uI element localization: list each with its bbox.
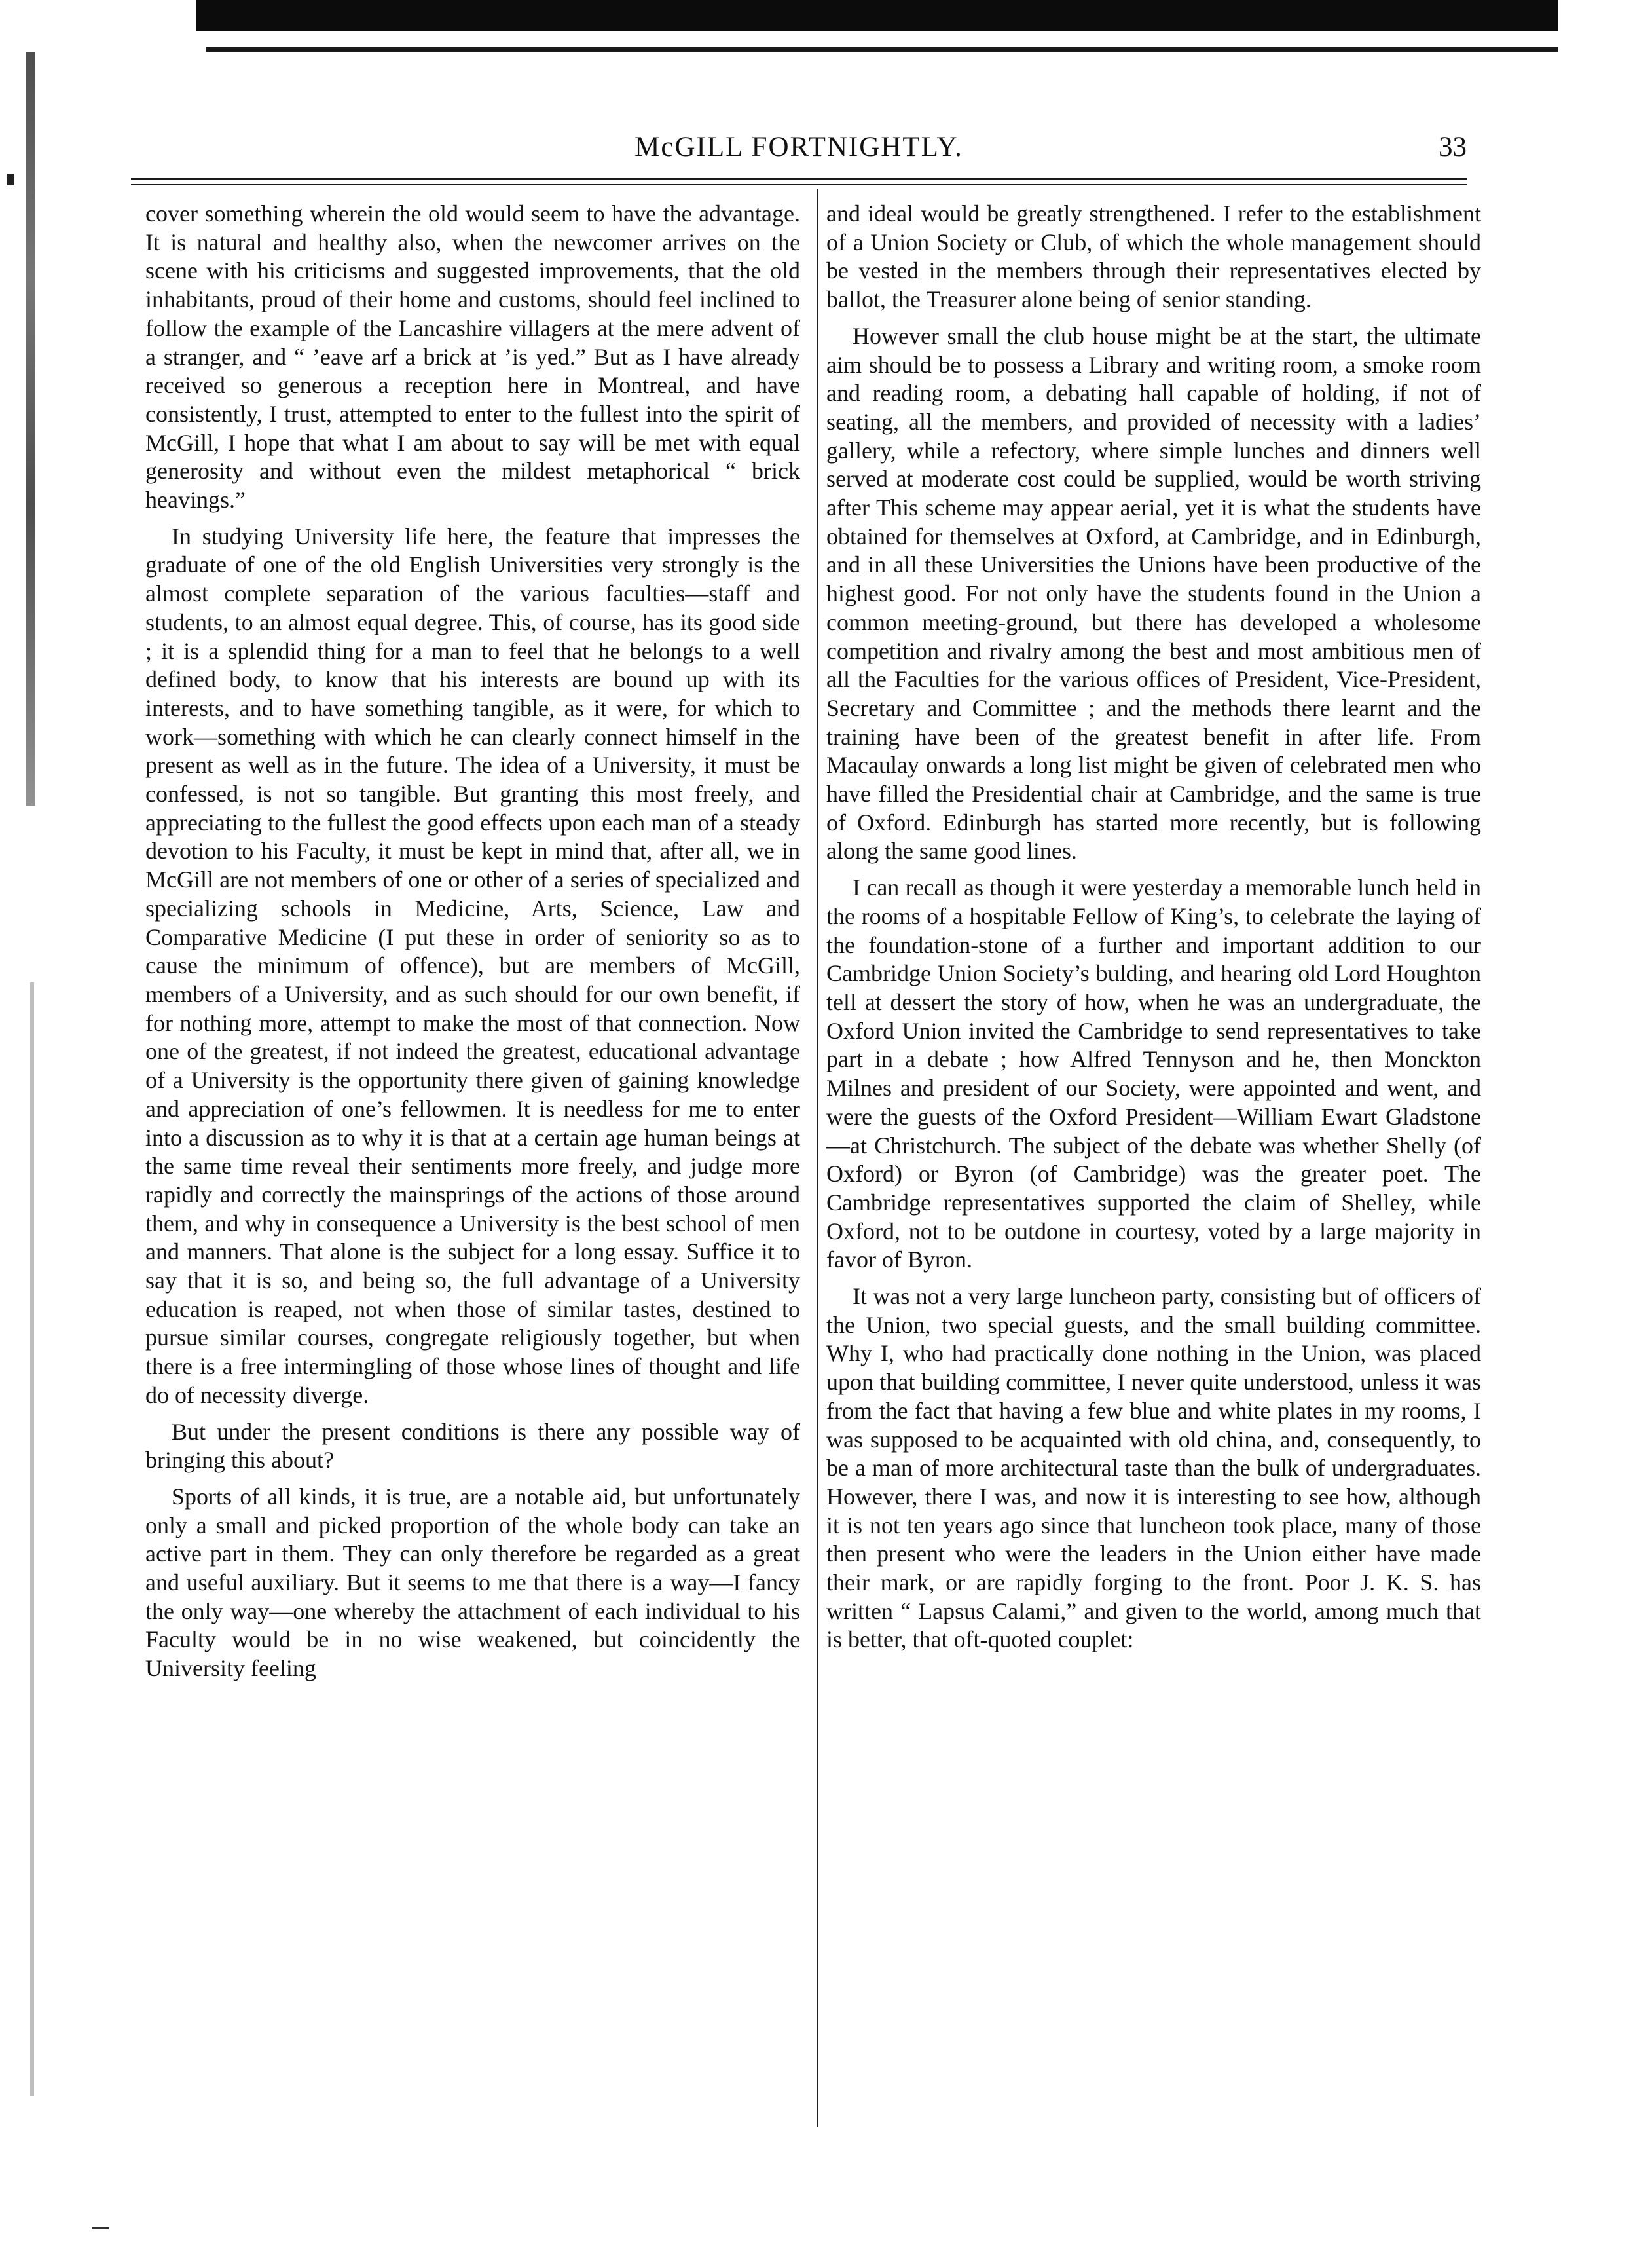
left-column xyxy=(145,200,800,1691)
paragraph: However small the club house might be at the start, the ultimate aim should be to possess a Library and writing room, a smoke room and reading room, a debating hall capable of holding, if not of seating, all the members, and provided of necessity with a ladies’ gallery, while a refectory, where simple lunches and dinners well served at moderate cost could be supplied, would be worth striving after This scheme may appear aerial, yet it is what the students have obtained for themselves at Oxford, at Cambridge, and in Edinburgh, and in all these Universities the Unions have been productive of the highest good. For not only have the students found in the Union a common meeting-ground, but there has developed a wholesome competition and rivalry among the best and most ambitious men of all the Faculties for the various offices of President, Vice-President, Secretary and Committee ; and the methods there learnt and the training have been of the greatest benefit in after life. From Macaulay onwards a long list might be given of celebrated men who have filled the Presidential chair at Cambridge, and the same is true of Oxford. Edinburgh has started more recently, but is following along the same good lines. xyxy=(826,322,1481,865)
paragraph: It was not a very large luncheon party, consisting but of officers of the Union, two special guests, and the small building committee. Why I, who had practically done nothing in the Union, was placed upon that building committee, I never quite understood, unless it was from the fact that having a few blue and white plates in my rooms, I was supposed to be acquainted with old china, and, consequently, to be a man of more architectural taste than the bulk of undergraduates. However, there I was, and now it is interesting to see how, although it is not ten years ago since that luncheon took place, many of those then present who were the leaders in the Union either have made their mark, or are rapidly forging to the front. Poor J. K. S. has written “ Lapsus Calami,” and given to the world, among much that is better, that oft-quoted couplet: xyxy=(826,1283,1481,1653)
right-column xyxy=(826,200,1481,1662)
paragraph: I can recall as though it were yesterday a memorable lunch held in the rooms of a hospitable Fellow of King’s, to celebrate the laying of the foundation-stone of a further and important addition to our Cambridge Union Society’s bulding, and hearing old Lord Houghton tell at dessert the story of how, when he was an undergraduate, the Oxford Union invited the Cambridge to send representatives to take part in a debate ; how Alfred Tennyson and he, then Monckton Milnes and president of our Society, were appointed and went, and were the guests of the Oxford President—William Ewart Gladstone—at Christchurch. The subject of the debate was whether Shelly (of Oxford) or Byron (of Cambridge) was the greater poet. The Cambridge representatives supported the claim of Shelley, while Oxford, not to be outdone in courtesy, voted by a large majority in favor of Byron. xyxy=(826,874,1481,1273)
scan-top-rule xyxy=(206,47,1558,52)
column-divider xyxy=(817,189,818,2127)
running-head xyxy=(131,131,1467,170)
publication-title: McGILL FORTNIGHTLY. xyxy=(634,132,963,162)
paragraph: Sports of all kinds, it is true, are a notable aid, but unfortunately only a small and picked proportion of the whole body can take an active part in them. They can only therefore be regarded as a great and useful auxiliary. But it seems to me that there is a way—I fancy the only way—one whereby the attachment of each individual to his Faculty would be in no wise weakened, but coincidently the University feeling xyxy=(145,1483,800,1682)
paragraph: and ideal would be greatly strengthened. I refer to the establishment of a Union Society or Club, of which the whole management should be vested in the members through their representatives elected by ballot, the Treasurer alone being of senior standing. xyxy=(826,200,1481,313)
paragraph: In studying University life here, the feature that impresses the graduate of one of the old English Universities very strongly is the almost complete separation of the various faculties—staff and students, to an almost equal degree. This, of course, has its good side ; it is a splendid thing for a man to feel that he belongs to a well defined body, to know that his interests are bound up with its interests, and to have something tangible, as it were, for which to work—something with which he can clearly connect himself in the present as well as in the future. The idea of a University, it must be confessed, is not so tangible. But granting this most freely, and appreciating to the fullest the good effects upon each man of a steady devotion to his Faculty, it must be kept in mind that, after all, we in McGill are not members of one or other of a series of specialized and specializing schools in Medicine, Arts, Science, Law and Comparative Medicine (I put these in order of seniority so as to cause the minimum of offence), but are members of McGill, members of a University, and as such should for our own benefit, if for nothing more, attempt to make the most of that connection. Now one of the greatest, if not indeed the greatest, educational advantage of a University is the opportunity there given of gaining knowledge and appreciation of one’s fellowmen. It is needless for me to enter into a discussion as to why it is that at a certain age human beings at the same time reveal their sentiments more freely, and judge more rapidly and correctly the mainsprings of the actions of those around them, and why in consequence a University is the best school of men and manners. That alone is the subject for a long essay. Suffice it to say that it is so, and being so, the full advantage of a University education is reaped, not when those of similar tastes, destined to pursue similar courses, congregate religiously together, but when there is a free intermingling of those whose lines of thought and life do of necessity diverge. xyxy=(145,523,800,1408)
header-rule xyxy=(131,178,1467,180)
paragraph: But under the present conditions is there any possible way of bringing this about? xyxy=(145,1418,800,1474)
scan-binding-edge xyxy=(26,52,35,806)
scan-binding-edge-lower xyxy=(30,982,34,2096)
page-number: 33 xyxy=(1439,132,1467,162)
paragraph: cover something wherein the old would seem to have the advantage. It is natural and healthy also, when the newcomer arrives on the scene with his criticisms and suggested improvements, that the old inhabitants, proud of their home and customs, should feel inclined to follow the example of the Lancashire villagers at the mere advent of a stranger, and “ ’eave arf a brick at ’is yed.” But as I have already received so generous a reception here in Montreal, and have consistently, I trust, attempted to enter to the fullest into the spirit of McGill, I hope that what I am about to say will be met with equal generosity and without even the mildest metaphorical “ brick heavings.” xyxy=(145,200,800,513)
scan-top-band xyxy=(196,0,1558,31)
header-rule-double xyxy=(131,184,1467,185)
scan-mark xyxy=(7,174,14,185)
scan-mark-bottom xyxy=(92,2227,109,2229)
